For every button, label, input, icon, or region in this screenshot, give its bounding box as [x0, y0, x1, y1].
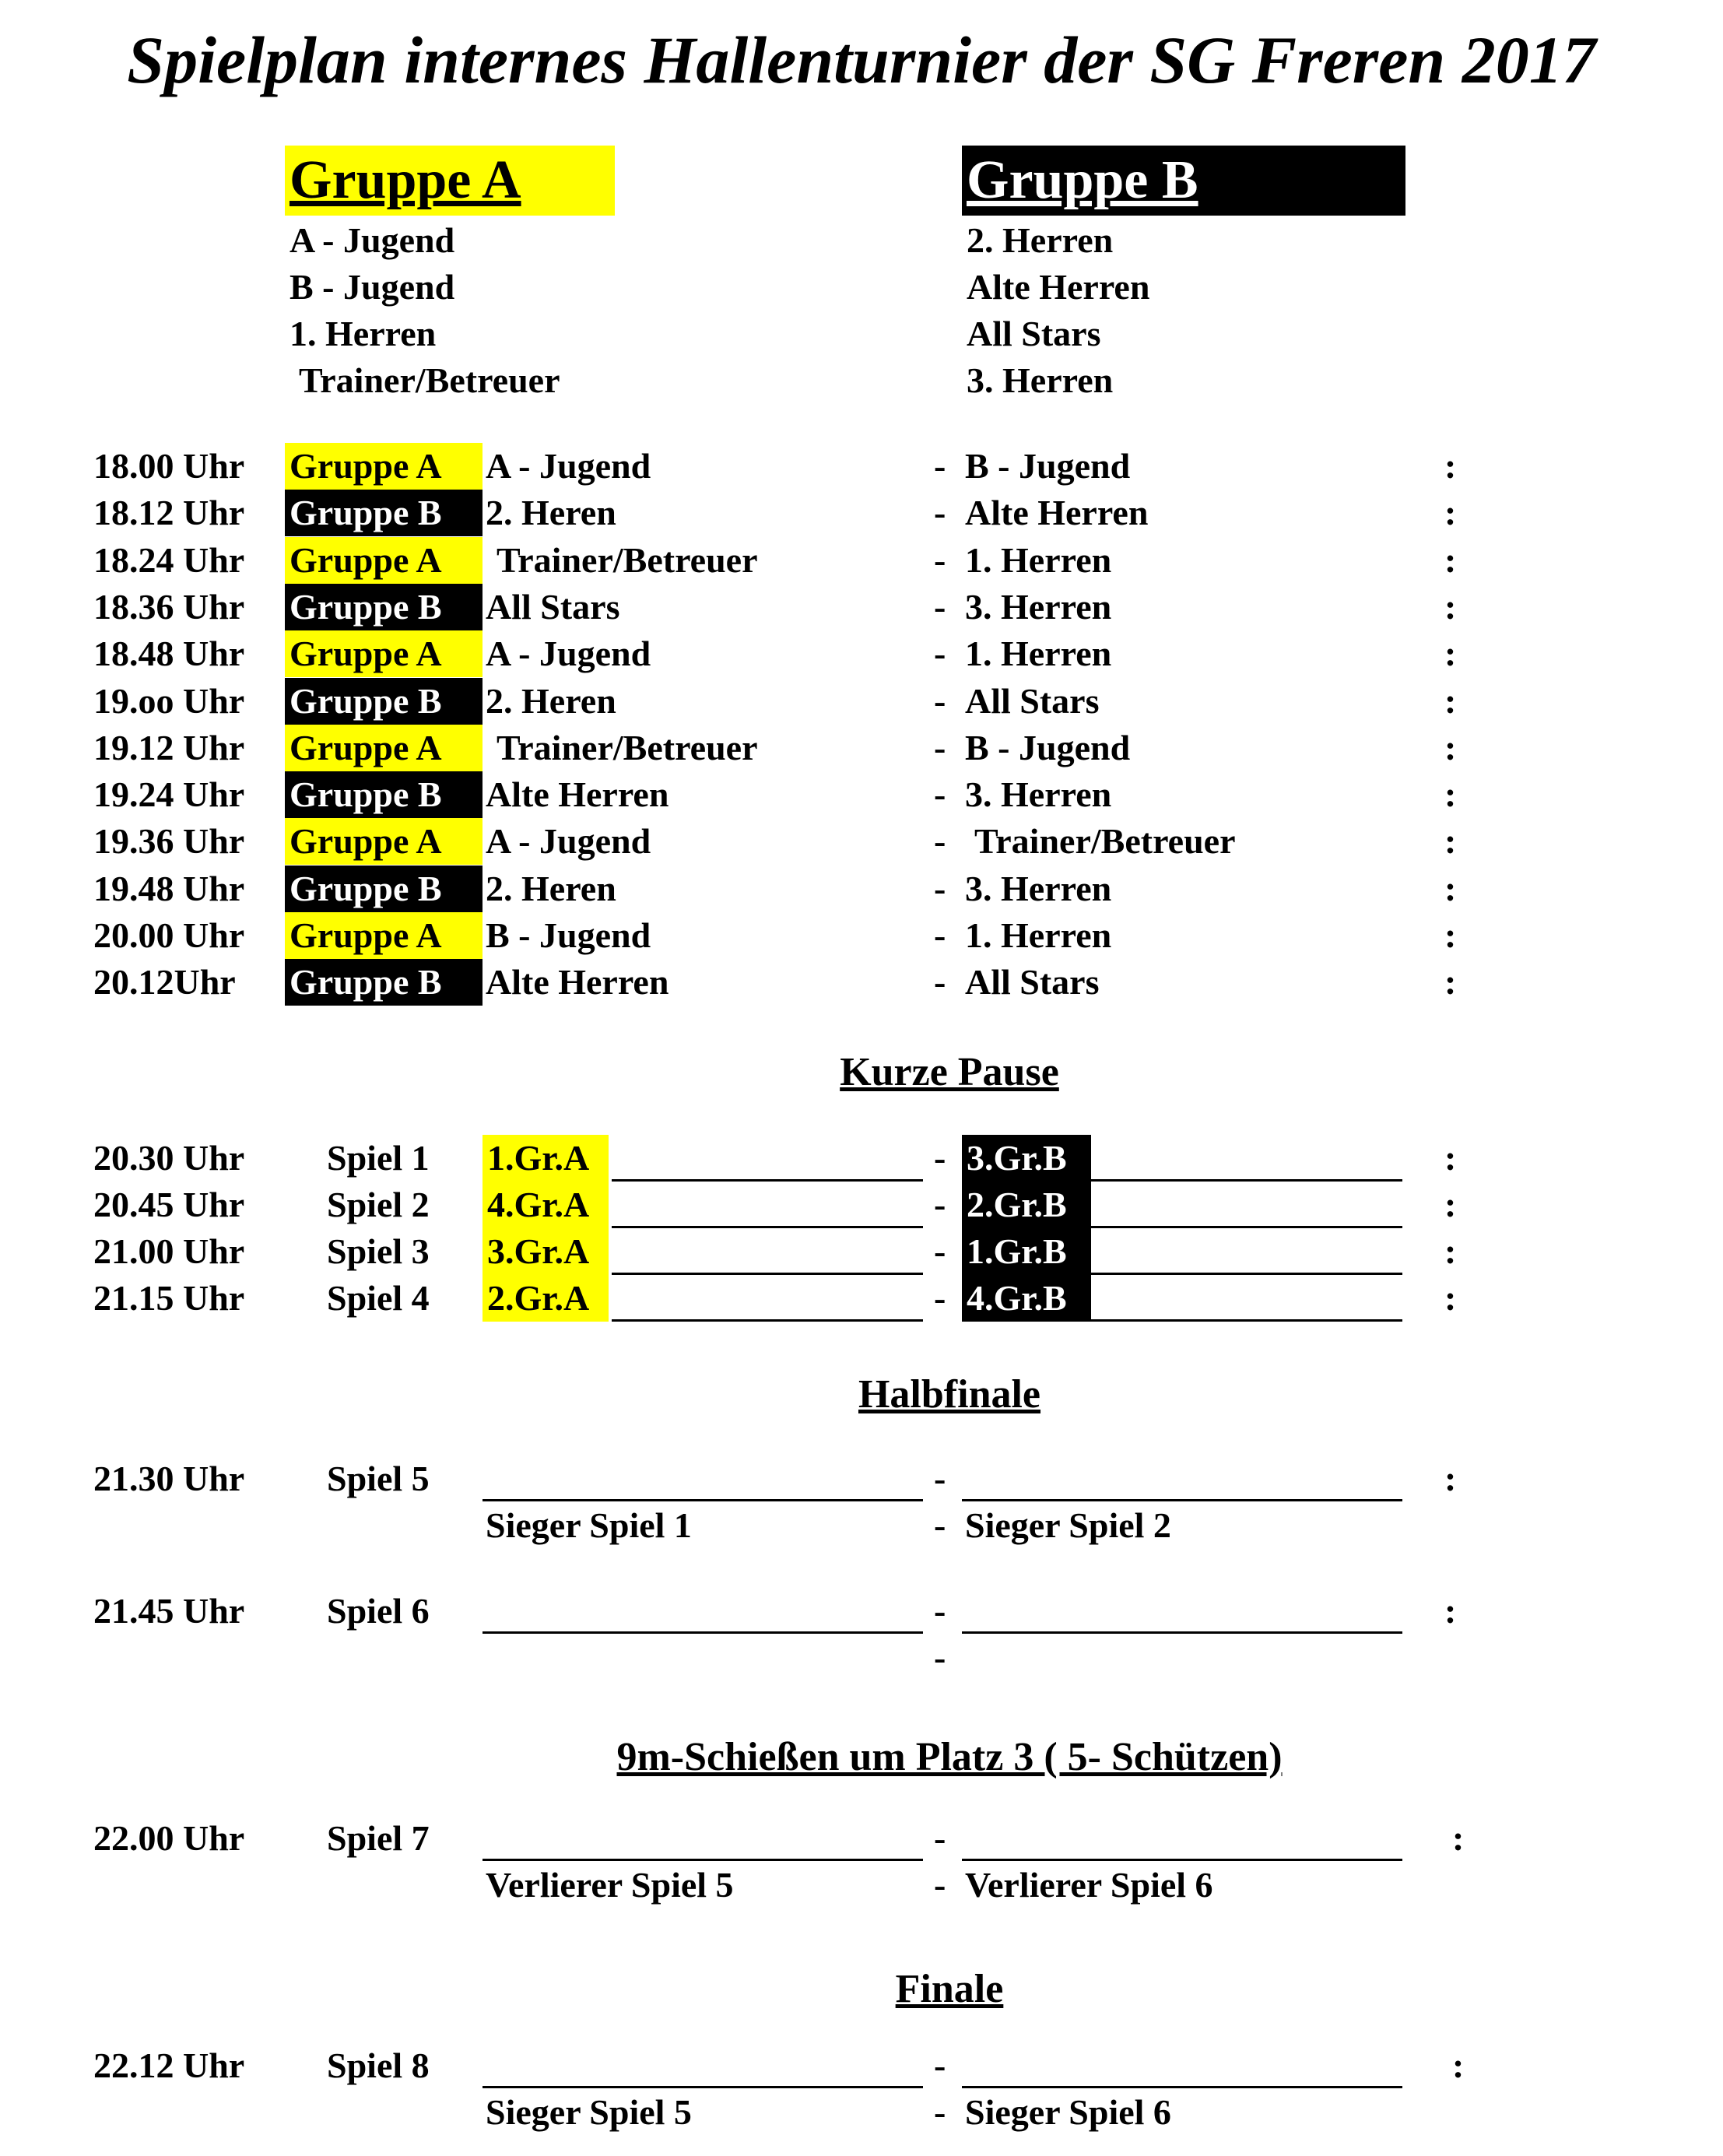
dash: -	[934, 586, 946, 627]
match-time: 19.48 Uhr	[93, 868, 245, 908]
away-entry-line	[962, 1859, 1402, 1861]
group-a-team: 1. Herren	[290, 314, 437, 353]
group-b-tag: Gruppe B	[285, 678, 483, 725]
match-time: 19.24 Uhr	[93, 774, 245, 815]
home-entry-line	[483, 1859, 923, 1861]
dash: -	[934, 539, 946, 580]
game-number: Spiel 2	[327, 1185, 430, 1224]
home-entry-line	[612, 1179, 923, 1182]
away-entry-line	[962, 1631, 1402, 1634]
score-colon: :	[1444, 962, 1457, 1003]
home-team: A - Jugend	[486, 446, 651, 486]
away-entry-line	[1091, 1319, 1402, 1322]
group-b-tag: Gruppe B	[285, 959, 483, 1006]
match-time: 20.12Uhr	[93, 962, 236, 1003]
match-time: 18.24 Uhr	[93, 539, 245, 580]
group-a-tag: Gruppe A	[285, 443, 483, 490]
score-colon: :	[1444, 586, 1457, 627]
home-team: 2. Heren	[486, 493, 616, 533]
match-time: 18.48 Uhr	[93, 634, 245, 674]
group-a-header: Gruppe A	[285, 146, 615, 216]
group-a-tag: Gruppe A	[285, 725, 483, 771]
dash: -	[934, 1278, 946, 1318]
group-a-tag: Gruppe A	[285, 537, 483, 584]
away-note: Verlierer Spiel 6	[965, 1865, 1213, 1905]
home-team: A - Jugend	[486, 821, 651, 862]
score-colon: :	[1444, 1138, 1457, 1178]
game-number: Spiel 7	[327, 1818, 430, 1858]
group-b-tag: Gruppe B	[285, 771, 483, 818]
home-entry-line	[612, 1273, 923, 1275]
away-note: Sieger Spiel 6	[965, 2092, 1171, 2132]
match-time: 21.15 Uhr	[93, 1278, 245, 1318]
game-number: Spiel 3	[327, 1231, 430, 1271]
group-b-team: All Stars	[967, 314, 1101, 353]
home-slot: 2.Gr.A	[483, 1275, 609, 1322]
home-team: All Stars	[486, 586, 620, 627]
dash: -	[934, 2045, 946, 2085]
group-a-tag: Gruppe A	[285, 912, 483, 959]
match-time: 19.36 Uhr	[93, 821, 245, 862]
home-note: Verlierer Spiel 5	[486, 1865, 734, 1905]
match-time: 19.oo Uhr	[93, 680, 245, 721]
home-team: B - Jugend	[486, 915, 651, 955]
game-number: Spiel 8	[327, 2045, 430, 2085]
away-entry-line	[1091, 1273, 1402, 1275]
match-time: 20.00 Uhr	[93, 915, 245, 955]
away-team: All Stars	[965, 962, 1100, 1003]
score-colon: :	[1444, 446, 1457, 486]
score-colon: :	[1444, 634, 1457, 674]
home-entry-line	[612, 1319, 923, 1322]
home-team: 2. Heren	[486, 868, 616, 908]
final-heading: Finale	[895, 1967, 1004, 2011]
score-colon: :	[1444, 680, 1457, 721]
away-team: 3. Herren	[965, 586, 1112, 627]
semifinal-heading: Halbfinale	[858, 1372, 1041, 1417]
away-team: All Stars	[965, 680, 1100, 721]
dash: -	[934, 1185, 946, 1224]
group-b-team: 3. Herren	[967, 360, 1114, 400]
match-time: 22.12 Uhr	[93, 2045, 245, 2085]
dash: -	[934, 1638, 946, 1677]
group-a-tag: Gruppe A	[285, 630, 483, 677]
score-colon: :	[1444, 539, 1457, 580]
home-note: Sieger Spiel 1	[486, 1505, 692, 1545]
score-colon: :	[1452, 1818, 1465, 1858]
home-team: 2. Heren	[486, 680, 616, 721]
match-time: 21.00 Uhr	[93, 1231, 245, 1271]
dash: -	[934, 1231, 946, 1271]
group-b-tag: Gruppe B	[285, 490, 483, 536]
match-time: 21.30 Uhr	[93, 1459, 245, 1498]
away-team: Trainer/Betreuer	[974, 821, 1236, 862]
dash: -	[934, 446, 946, 486]
away-slot: 4.Gr.B	[962, 1275, 1091, 1322]
score-colon: :	[1444, 1185, 1457, 1224]
away-slot: 1.Gr.B	[962, 1228, 1091, 1275]
away-entry-line	[962, 2086, 1402, 2088]
home-entry-line	[612, 1226, 923, 1228]
away-team: B - Jugend	[965, 727, 1131, 767]
score-colon: :	[1444, 1591, 1457, 1631]
match-time: 18.12 Uhr	[93, 493, 245, 533]
match-time: 18.36 Uhr	[93, 586, 245, 627]
score-colon: :	[1444, 915, 1457, 955]
score-colon: :	[1452, 2045, 1465, 2085]
match-time: 21.45 Uhr	[93, 1591, 245, 1631]
away-team: 1. Herren	[965, 539, 1112, 580]
group-b-tag: Gruppe B	[285, 866, 483, 912]
home-team: Alte Herren	[486, 774, 669, 815]
match-time: 20.45 Uhr	[93, 1185, 245, 1224]
away-note: Sieger Spiel 2	[965, 1505, 1171, 1545]
dash: -	[934, 821, 946, 862]
group-a-team: Trainer/Betreuer	[299, 360, 560, 400]
group-a-tag: Gruppe A	[285, 818, 483, 865]
page-title: Spielplan internes Hallenturnier der SG Freren 2017	[127, 23, 1596, 97]
game-number: Spiel 4	[327, 1278, 430, 1318]
dash: -	[934, 634, 946, 674]
dash: -	[934, 1505, 946, 1545]
score-colon: :	[1444, 493, 1457, 533]
home-slot: 1.Gr.A	[483, 1135, 609, 1182]
dash: -	[934, 1459, 946, 1498]
home-note: Sieger Spiel 5	[486, 2092, 692, 2132]
away-team: 3. Herren	[965, 774, 1112, 815]
home-entry-line	[483, 1631, 923, 1634]
dash: -	[934, 2092, 946, 2132]
away-team: Alte Herren	[965, 493, 1149, 533]
score-colon: :	[1444, 1231, 1457, 1271]
group-b-tag: Gruppe B	[285, 584, 483, 630]
dash: -	[934, 493, 946, 533]
score-colon: :	[1444, 821, 1457, 862]
dash: -	[934, 680, 946, 721]
match-time: 18.00 Uhr	[93, 446, 245, 486]
home-slot: 3.Gr.A	[483, 1228, 609, 1275]
dash: -	[934, 774, 946, 815]
dash: -	[934, 915, 946, 955]
score-colon: :	[1444, 1459, 1457, 1498]
dash: -	[934, 1818, 946, 1858]
group-a-team: A - Jugend	[290, 220, 455, 260]
match-time: 22.00 Uhr	[93, 1818, 245, 1858]
home-team: A - Jugend	[486, 634, 651, 674]
away-team: 1. Herren	[965, 915, 1112, 955]
third-place-heading: 9m-Schießen um Platz 3 ( 5- Schützen)	[616, 1735, 1283, 1779]
group-a-team: B - Jugend	[290, 267, 455, 307]
score-colon: :	[1444, 868, 1457, 908]
away-entry-line	[1091, 1226, 1402, 1228]
score-colon: :	[1444, 774, 1457, 815]
score-colon: :	[1444, 727, 1457, 767]
home-slot: 4.Gr.A	[483, 1182, 609, 1228]
group-b-header: Gruppe B	[962, 146, 1405, 216]
home-entry-line	[483, 1499, 923, 1501]
home-team: Trainer/Betreuer	[497, 727, 758, 767]
score-colon: :	[1444, 1278, 1457, 1318]
away-slot: 2.Gr.B	[962, 1182, 1091, 1228]
pause-heading: Kurze Pause	[840, 1050, 1059, 1094]
dash: -	[934, 1591, 946, 1631]
away-entry-line	[962, 1499, 1402, 1501]
game-number: Spiel 6	[327, 1591, 430, 1631]
dash: -	[934, 962, 946, 1003]
group-b-team: Alte Herren	[967, 267, 1150, 307]
game-number: Spiel 5	[327, 1459, 430, 1498]
home-entry-line	[483, 2086, 923, 2088]
dash: -	[934, 727, 946, 767]
match-time: 19.12 Uhr	[93, 727, 245, 767]
home-team: Trainer/Betreuer	[497, 539, 758, 580]
dash: -	[934, 1865, 946, 1905]
dash: -	[934, 868, 946, 908]
game-number: Spiel 1	[327, 1138, 430, 1178]
away-team: B - Jugend	[965, 446, 1131, 486]
group-b-team: 2. Herren	[967, 220, 1114, 260]
match-time: 20.30 Uhr	[93, 1138, 245, 1178]
away-slot: 3.Gr.B	[962, 1135, 1091, 1182]
away-team: 3. Herren	[965, 868, 1112, 908]
home-team: Alte Herren	[486, 962, 669, 1003]
away-team: 1. Herren	[965, 634, 1112, 674]
away-entry-line	[1091, 1179, 1402, 1182]
dash: -	[934, 1138, 946, 1178]
